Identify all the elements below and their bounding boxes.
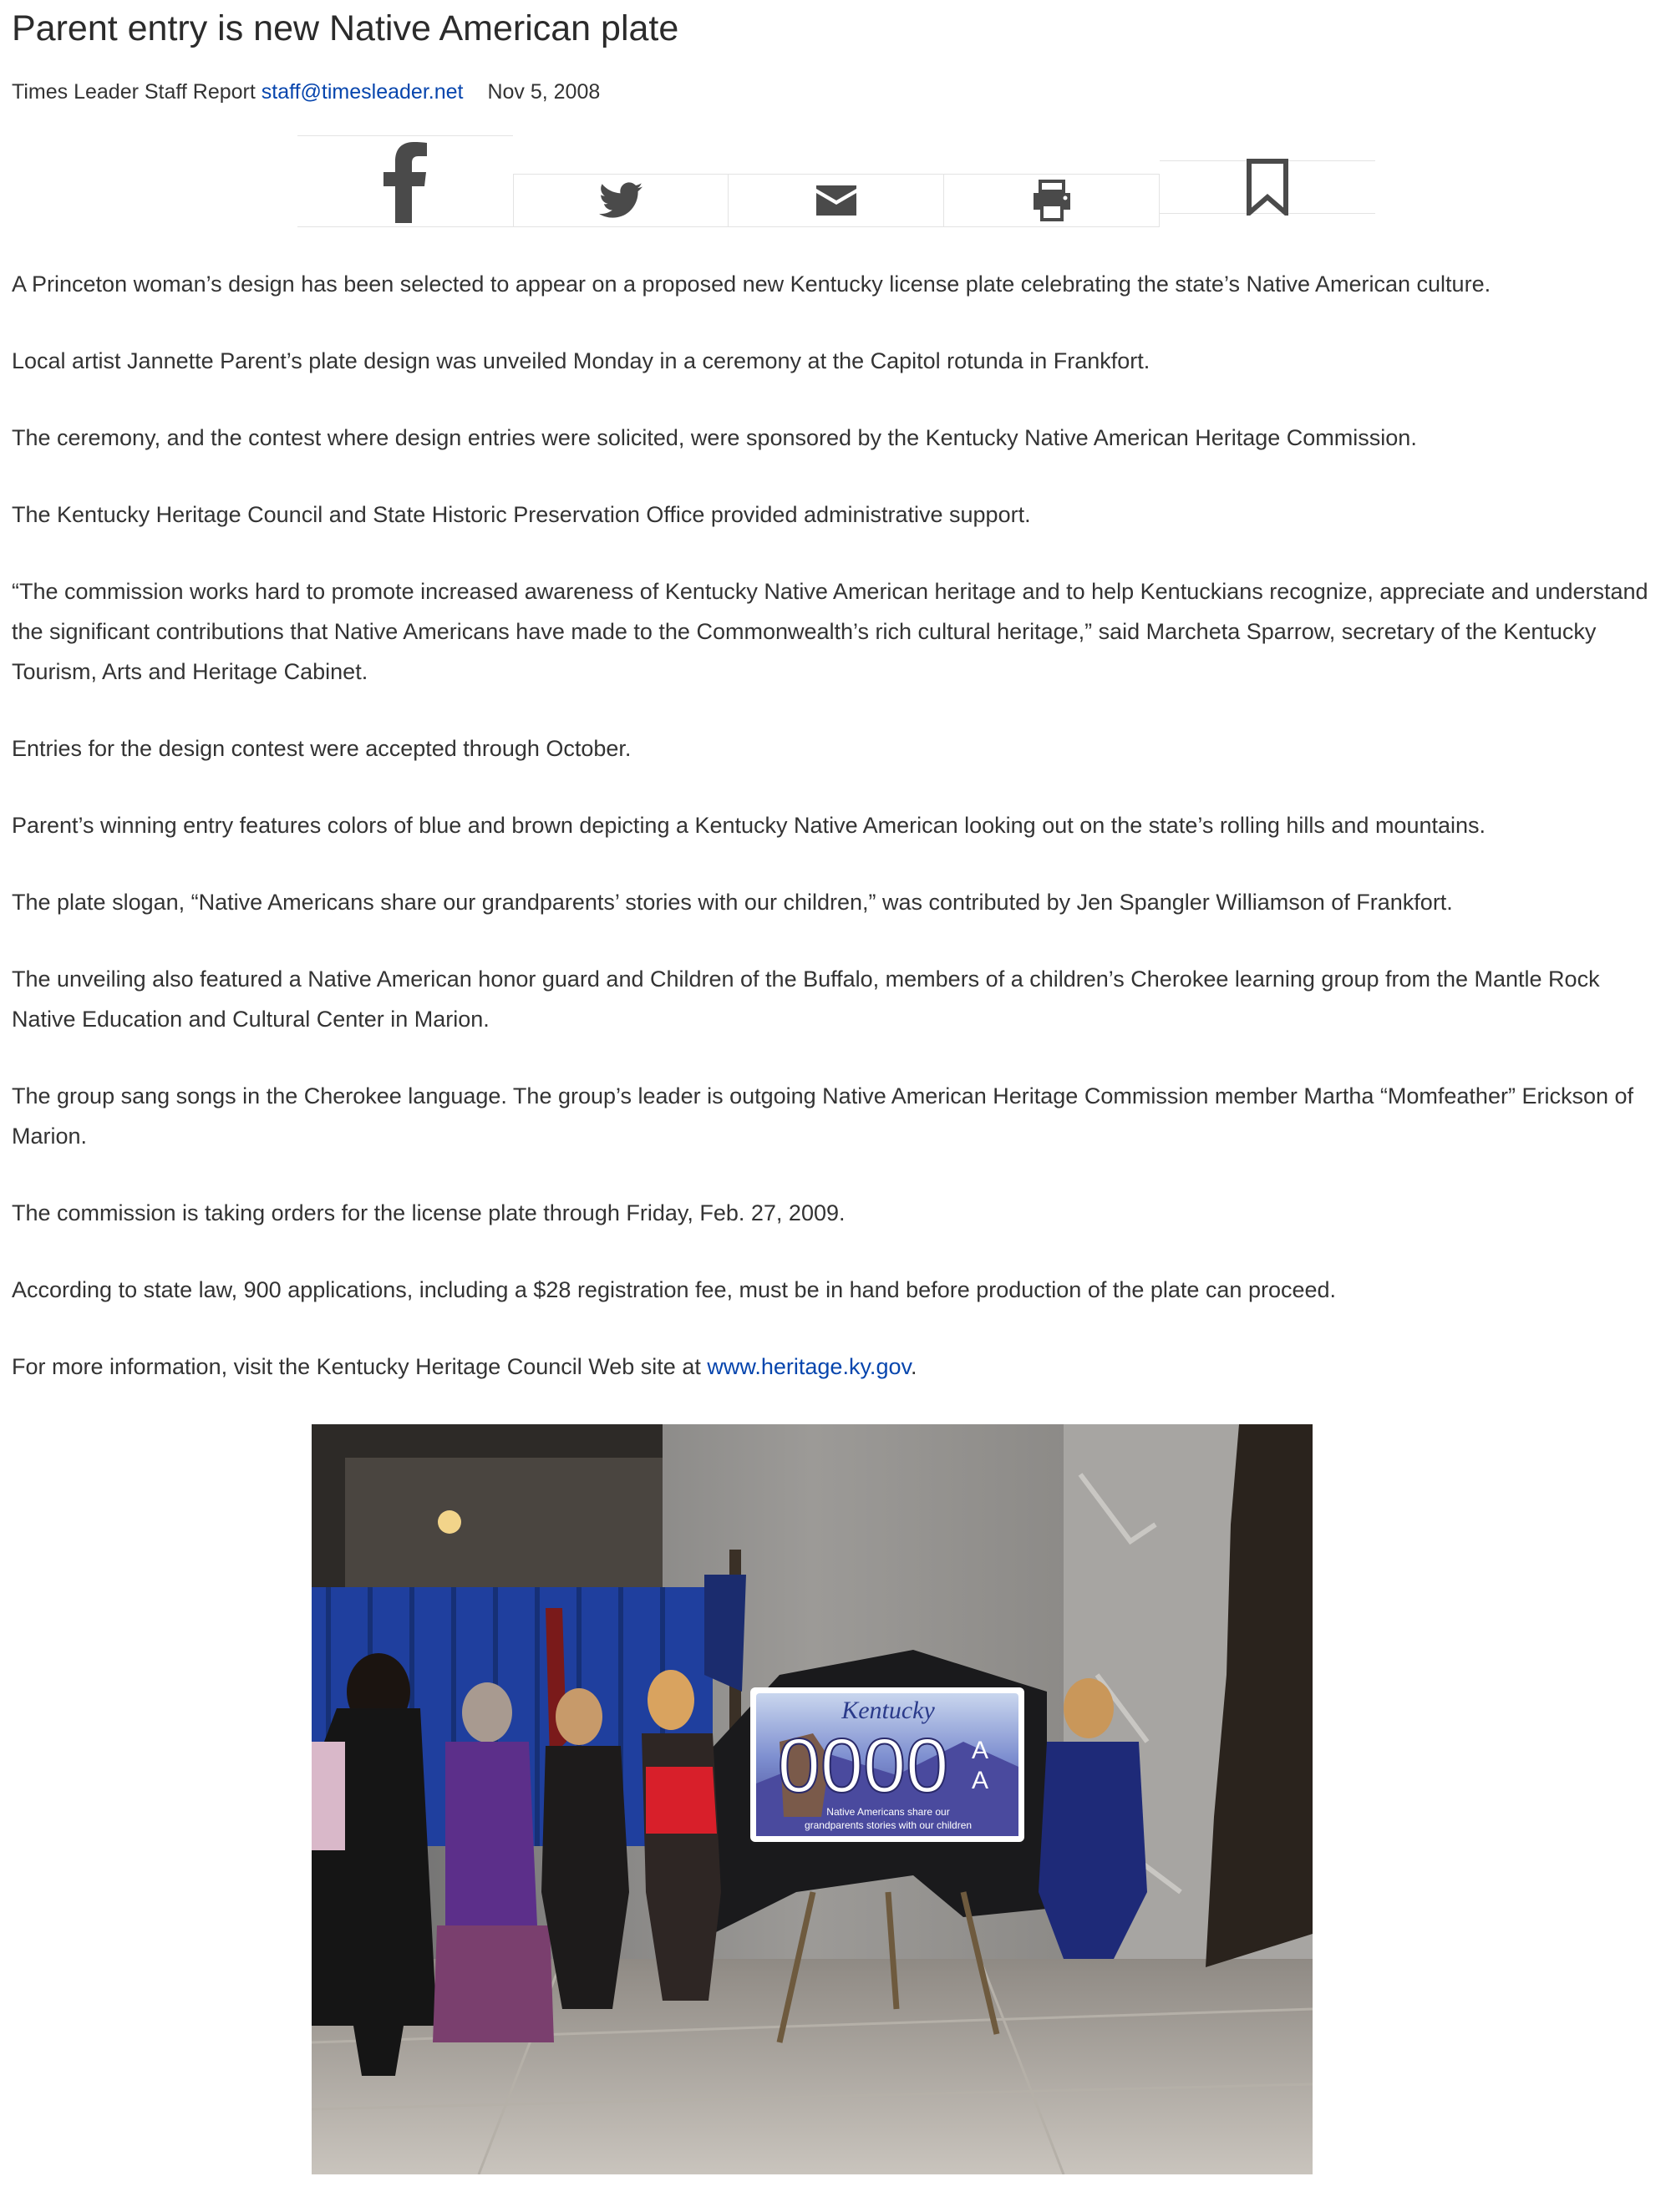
plate-suffix-top: A [971,1737,989,1764]
paragraph: “The commission works hard to promote increased awareness of Kentucky Native American heritage and to help Kentuckians recognize, appreciate and understand the significant contributions that Native Americans have made to the Commonwealth’s rich cultural heritage,” said Marcheta Sparrow, secretary of the Kentucky Tourism, Arts and Heritage Cabinet. [12,579,1648,684]
paragraph: The ceremony, and the contest where design entries were solicited, were sponsored by the Kentucky Native American Heritage Commission. [12,425,1417,450]
article-body [12,264,1659,1423]
plate-slogan-line2: grandparents stories with our children [804,1819,973,1831]
envelope-icon [815,184,858,217]
share-bar [297,135,1375,227]
more-info-suffix: . [910,1354,917,1379]
paragraph: The Kentucky Heritage Council and State Historic Preservation Office provided administrative support. [12,502,1031,527]
article-photo [312,1424,1313,2174]
printer-icon [1030,180,1074,221]
paragraph: Local artist Jannette Parent’s plate design was unveiled Monday in a ceremony at the Capitol rotunda in Frankfort. [12,348,1150,373]
paragraph: A Princeton woman’s design has been selected to appear on a proposed new Kentucky license plate celebrating the state’s Native American culture. [12,271,1491,297]
paragraph: The unveiling also featured a Native American honor guard and Children of the Buffalo, members of a children’s Cherokee learning group from the Mantle Rock Native Education and Cultural Center in Marion. [12,966,1600,1032]
facebook-share-button[interactable] [297,135,513,227]
twitter-share-button[interactable] [513,174,729,227]
author: Times Leader Staff Report [12,80,256,104]
paragraph: The commission is taking orders for the license plate through Friday, Feb. 27, 2009. [12,1200,846,1225]
bookmark-icon [1246,159,1289,216]
byline [12,80,600,104]
facebook-icon [382,140,429,223]
plate-state: Kentucky [841,1697,935,1724]
license-plate [750,1687,1024,1842]
plate-number: 0000 [777,1723,949,1809]
paragraph-more-info [12,1347,1659,1387]
plate-slogan-line1: Native Americans share our [826,1806,950,1818]
paragraph: Entries for the design contest were accepted through October. [12,736,632,761]
article-title: Parent entry is new Native American plate [12,8,679,48]
paragraph: The plate slogan, “Native Americans share our grandparents’ stories with our children,” was contributed by Jen Spangler Williamson of Frankfort. [12,890,1453,915]
twitter-icon [599,182,642,219]
author-email-link[interactable]: staff@timesleader.net [261,80,464,104]
email-share-button[interactable] [729,174,944,227]
paragraph: Parent’s winning entry features colors of blue and brown depicting a Kentucky Native American looking out on the state’s rolling hills and mountains. [12,813,1486,838]
more-info-prefix: For more information, visit the Kentucky Heritage Council Web site at [12,1354,708,1379]
ceremony-photo [312,1424,1313,2174]
heritage-website-link[interactable]: www.heritage.ky.gov [707,1354,911,1379]
paragraph: The group sang songs in the Cherokee language. The group’s leader is outgoing Native American Heritage Commission member Martha “Momfeather” Erickson of Marion. [12,1083,1633,1149]
plate-suffix-bottom: A [971,1767,989,1794]
paragraph: According to state law, 900 applications, including a $28 registration fee, must be in hand before production of the plate can proceed. [12,1277,1337,1302]
publish-date: Nov 5, 2008 [487,80,601,104]
print-button[interactable] [944,174,1160,227]
bookmark-button[interactable] [1160,160,1375,214]
